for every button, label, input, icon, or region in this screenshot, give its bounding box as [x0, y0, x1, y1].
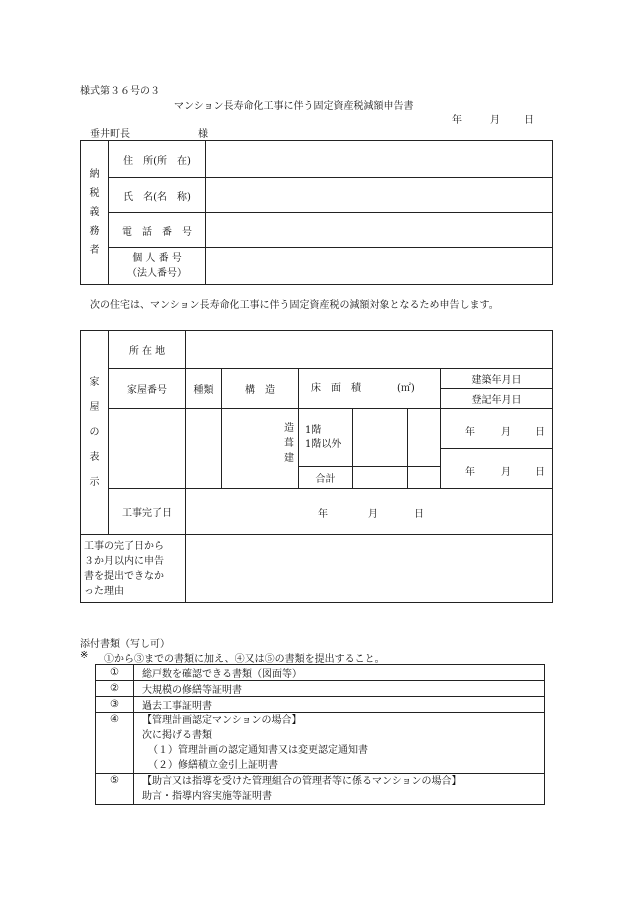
reg-date-label: 登記年月日 — [441, 389, 553, 409]
attachment-no: ⑤ — [96, 774, 134, 805]
attachment-text: 大規模の修繕等証明書 — [134, 681, 545, 697]
kind-field[interactable] — [186, 409, 222, 489]
attachment-text: 過去工事証明書 — [134, 697, 545, 713]
date-month: 月 — [490, 115, 500, 126]
phone-label: 電 話 番 号 — [109, 213, 206, 248]
date-year: 年 — [452, 115, 462, 126]
attachment-no: ③ — [96, 697, 134, 713]
taxpayer-table — [80, 140, 553, 285]
attachment-text: 総戸数を確認できる書類（図面等） — [134, 665, 545, 681]
house-number-field[interactable] — [109, 409, 186, 489]
page-title: マンション長寿命化工事に伴う固定資産税減額申告書 — [174, 101, 414, 112]
attachment-text: 【助言又は指導を受けた管理組合の管理者等に係るマンションの場合】 助言・指導内容実施等証明書 — [134, 774, 545, 805]
form-number: 様式第３６号の３ — [80, 86, 160, 97]
structure-label: 構 造 — [222, 369, 299, 409]
structure-field[interactable] — [222, 409, 299, 489]
floor-area-unit: (㎡) — [397, 383, 415, 394]
addressee-name: 垂井町長 — [90, 129, 130, 140]
structure-value: 造 葺 建 — [284, 423, 294, 464]
attachment-no: ① — [96, 665, 134, 681]
house-number-label: 家屋番号 — [109, 369, 186, 409]
name-field[interactable] — [206, 178, 553, 213]
house-side-label: 家 屋 の 表 示 — [81, 331, 109, 535]
build-date-field[interactable]: 年 月 日 — [441, 409, 553, 449]
attachment-no: ② — [96, 681, 134, 697]
name-label: 氏 名(名 称) — [109, 178, 206, 213]
floor-area-header — [299, 369, 441, 409]
total-main-field[interactable] — [353, 467, 408, 489]
completion-date-field[interactable]: 年 月 日 — [186, 489, 553, 535]
floor-area-decimal-field[interactable] — [408, 409, 441, 467]
reg-date-field[interactable]: 年 月 日 — [441, 449, 553, 489]
address-field[interactable] — [206, 141, 553, 178]
addressee-honorific: 様 — [198, 129, 208, 140]
note-mark: ※ — [80, 650, 89, 661]
floor-area-label: 床 面 積 — [311, 383, 361, 394]
location-field[interactable] — [186, 331, 553, 369]
taxpayer-side-label: 納 税 義 務 者 — [81, 141, 109, 285]
attachments-table — [95, 664, 545, 805]
build-date-label: 建築年月日 — [441, 369, 553, 389]
total-decimal-field[interactable] — [408, 467, 441, 489]
attachments-note: ①から③までの書類に加え、④又は⑤の書類を提出すること。 — [104, 654, 385, 665]
date-day: 日 — [524, 115, 534, 126]
attachments-heading: 添付書類（写し可） — [80, 639, 170, 650]
address-label: 住 所(所 在) — [109, 141, 206, 178]
kind-label: 種類 — [186, 369, 222, 409]
house-table — [80, 330, 553, 603]
statement-text: 次の住宅は、マンション長寿命化工事に伴う固定資産税の減額対象となるため申告します。 — [90, 300, 499, 311]
id-number-field[interactable] — [206, 248, 553, 285]
phone-field[interactable] — [206, 213, 553, 248]
total-label: 合計 — [299, 467, 353, 489]
floor-area-main-field[interactable] — [353, 409, 408, 467]
late-reason-label: 工事の完了日から ３か月以内に申告 書を提出できなか った理由 — [81, 535, 186, 603]
location-label: 所 在 地 — [109, 331, 186, 369]
attachment-text: 【管理計画認定マンションの場合】 次に掲げる書類 （１）管理計画の認定通知書又は変更認定通知書 （２）修繕積立金引上証明書 — [134, 713, 545, 774]
floor-labels: 1階 1階以外 — [299, 409, 353, 467]
attachment-no: ④ — [96, 713, 134, 774]
id-number-label: 個 人 番 号 （法人番号） — [109, 248, 206, 285]
late-reason-field[interactable] — [186, 535, 553, 603]
completion-date-label: 工事完了日 — [109, 489, 186, 535]
